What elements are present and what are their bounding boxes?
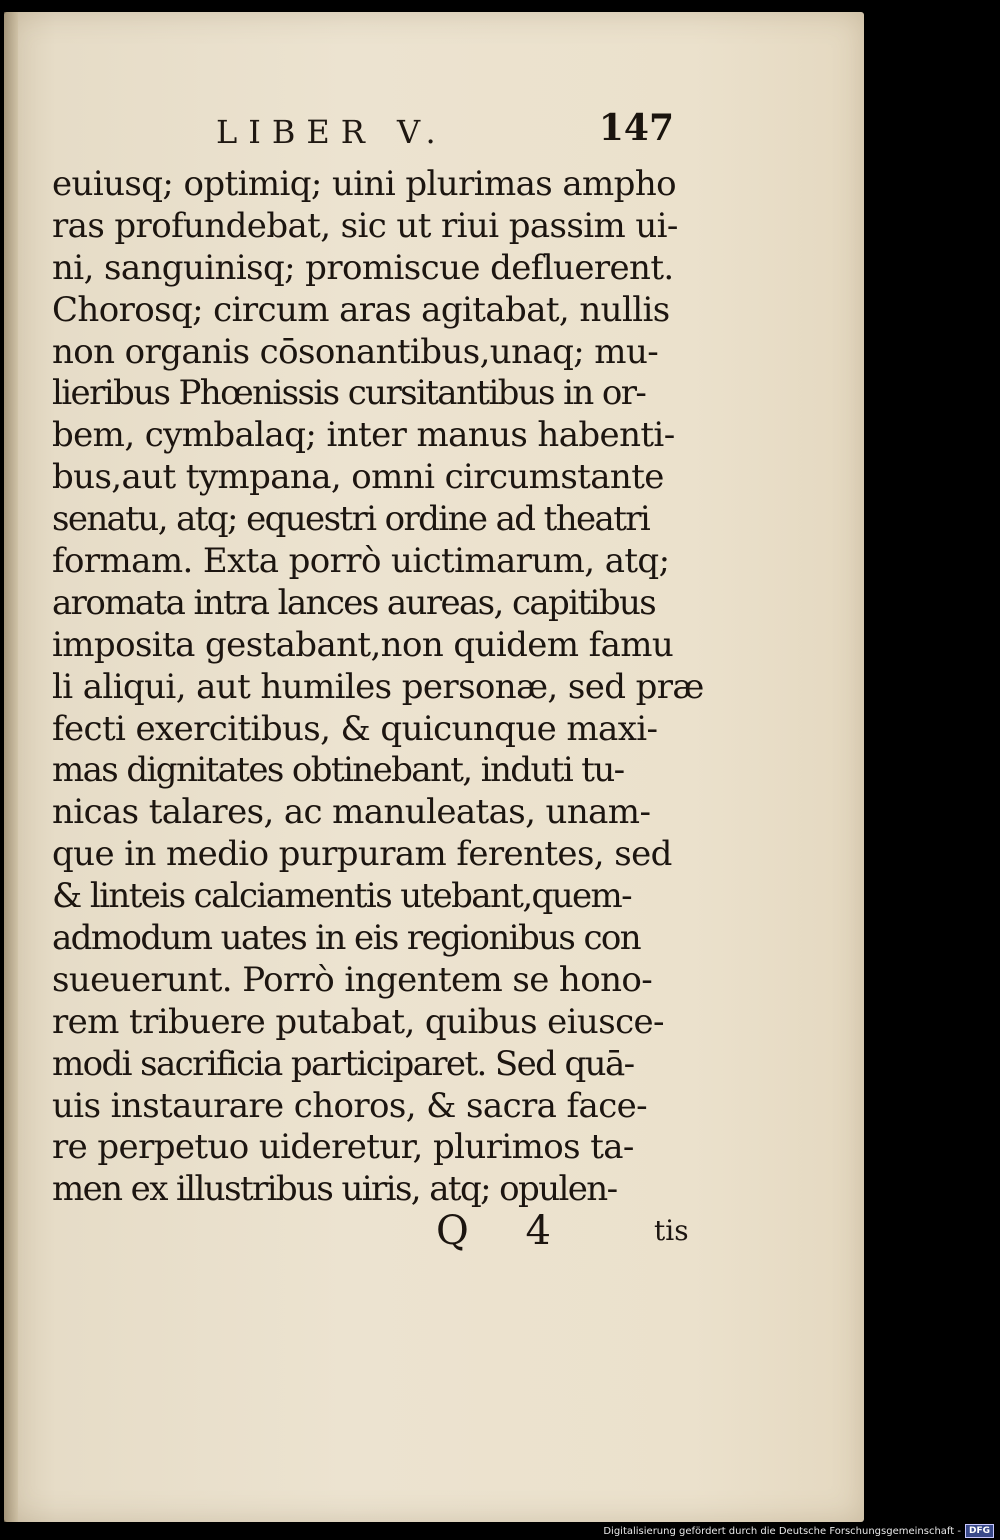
text-line: Chorosq; circum aras agitabat, nullis <box>52 289 670 330</box>
text-line: sueuerunt. Porrò ingentem se hono- <box>52 959 653 1000</box>
text-line: bus,aut tympana, omni circumstante <box>52 457 664 498</box>
text-line: re perpetuo uideretur, plurimos ta- <box>52 1127 634 1168</box>
page-footer <box>424 1208 704 1258</box>
page-number: 147 <box>598 107 674 149</box>
credit-text: Digitalisierung gefördert durch die Deutsche Forschungsgemeinschaft - <box>603 1525 961 1537</box>
digitization-credit <box>600 1522 1000 1540</box>
text-line: rem tribuere putabat, quibus eiusce- <box>52 1001 664 1042</box>
text-line: nicas talares, ac manuleatas, unam- <box>52 792 651 833</box>
text-line: que in medio purpuram ferentes, sed <box>52 834 672 875</box>
text-line: senatu, atq; equestri ordine ad theatri <box>52 499 650 540</box>
page-header <box>204 107 674 167</box>
text-line: & linteis calciamentis utebant,quem- <box>52 876 632 917</box>
text-line: admodum uates in eis regionibus con <box>52 918 641 959</box>
text-line: fecti exercitibus, & quicunque maxi- <box>52 708 658 749</box>
text-line: aromata intra lances aureas, capitibus <box>52 582 656 623</box>
text-line: imposita gestabant,non quidem famu <box>52 624 674 665</box>
text-line: formam. Exta porrò uictimarum, atq; <box>52 541 670 582</box>
text-line: uis instaurare choros, & sacra face- <box>52 1085 648 1126</box>
body-text <box>52 164 704 1211</box>
text-line: li aliqui, aut humiles personæ, sed præ <box>52 666 704 707</box>
text-line: men ex illustribus uiris, atq; opulen- <box>52 1169 617 1210</box>
text-line: modi sacrificia participaret. Sed quā- <box>52 1043 634 1084</box>
dfg-logo-icon: DFG <box>965 1524 994 1538</box>
signature-mark: Q 4 <box>436 1208 573 1254</box>
text-line: mas dignitates obtinebant, induti tu- <box>52 750 624 791</box>
text-line: bem, cymbalaq; inter manus habenti- <box>52 415 675 456</box>
book-page <box>4 12 864 1522</box>
text-line: ras profundebat, sic ut riui passim ui- <box>52 205 678 246</box>
text-line: ni, sanguinisq; promiscue defluerent. <box>52 247 674 288</box>
text-line: euiusq; optimiq; uini plurimas ampho <box>52 164 677 204</box>
running-head: LIBER V. <box>216 113 447 151</box>
text-line: non organis cōsonantibus,unaq; mu- <box>52 331 659 372</box>
text-line: lieribus Phœnissis cursitantibus in or- <box>52 373 646 414</box>
page-gutter <box>4 12 18 1522</box>
catchword: tis <box>654 1214 689 1247</box>
